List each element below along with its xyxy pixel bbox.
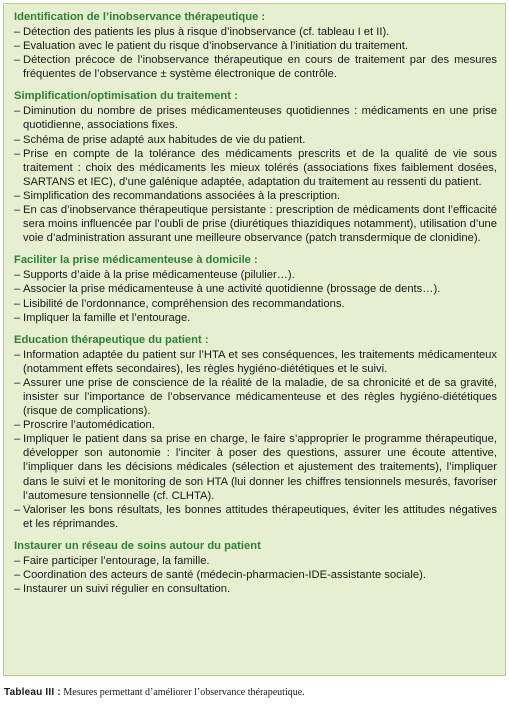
section <box>14 253 497 324</box>
section <box>14 89 497 245</box>
list-item: – Associer la prise médicamenteuse à une activité quotidienne (brossage de dents…). <box>14 282 497 296</box>
sections-container <box>14 10 497 596</box>
list-item: – Prise en compte de la tolérance des médicaments prescrits et de la qualité de vie sous traitement : choix des médicaments les mieux tolérés (associations fixes faiblement dosées, SARTANS et IEC), d’une galénique adaptée, adaptation du traitement au ressenti du patient. <box>14 147 497 189</box>
table-caption <box>4 686 305 700</box>
section <box>14 10 497 81</box>
list-item: – Assurer une prise de conscience de la réalité de la maladie, de sa chronicité et de sa gravité, insister sur l’importance de l’observance médicamenteuse et des règles hygiéno-diététiques (risque de complications). <box>14 376 497 418</box>
list-item: – Information adaptée du patient sur l’HTA et ses conséquences, les traitements médicamenteux (notamment effets secondaires), les règles hygiéno-diététiques et le suivi. <box>14 348 497 376</box>
list-item: – Impliquer le patient dans sa prise en charge, le faire s’approprier le programme thérapeutique, développer son autonomie : l’inciter à poser des questions, assurer une écoute attentive, l’impliquer dans les décisions médicales (sélection et ajustement des traitements), l’impliquer dans le suivi et le monitoring de son HTA (lui donner les chiffres tensionnels mesurés, favoriser l’automesure tensionnelle (cf. CLHTA). <box>14 432 497 502</box>
list-item: – Schéma de prise adapté aux habitudes de vie du patient. <box>14 133 497 147</box>
list-item: – Valoriser les bons résultats, les bonnes attitudes thérapeutiques, éviter les attitudes négatives et les réprimandes. <box>14 503 497 531</box>
list-item: – Impliquer la famille et l’entourage. <box>14 311 497 325</box>
section <box>14 333 497 531</box>
list-item: – Diminution du nombre de prises médicamenteuses quotidiennes : médicaments en une prise quotidienne, associations fixes. <box>14 104 497 132</box>
caption-label: Tableau III : <box>4 687 61 698</box>
section-title: Identification de l’inobservance thérapeutique : <box>14 11 266 23</box>
section-title: Education thérapeutique du patient : <box>14 333 209 346</box>
section-item-list <box>14 348 497 531</box>
list-item: – Supports d’aide à la prise médicamenteuse (pilulier…). <box>14 268 497 282</box>
list-item: – Faire participer l’entourage, la famille. <box>14 554 497 568</box>
section <box>14 539 497 596</box>
list-item: – Evaluation avec le patient du risque d’inobservance à l’initiation du traitement. <box>14 39 497 53</box>
section-item-list <box>14 104 497 245</box>
list-item: – Proscrire l’automédication. <box>14 418 497 432</box>
section-title: Faciliter la prise médicamenteuse à domicile : <box>14 254 258 267</box>
list-item: – Lisibilité de l’ordonnance, compréhension des recommandations. <box>14 297 497 311</box>
list-item: – Détection précoce de l’inobservance thérapeutique en cours de traitement par des mesures fréquentes de l’observance ± système électronique de contrôle. <box>14 53 497 81</box>
list-item: – En cas d’inobservance thérapeutique persistante : prescription de médicaments dont l’efficacité sera moins influencée par l’oubli de prise (diurétiques thiazidiques notamment), utilisation d’une voie d’administration assurant une meilleure observance (patch transdermique de clonidine). <box>14 203 497 245</box>
section-title: Simplification/optimisation du traitement : <box>14 90 238 103</box>
list-item: – Détection des patients les plus à risque d’inobservance (cf. tableau I et II). <box>14 25 497 39</box>
section-item-list <box>14 25 497 81</box>
list-item: – Instaurer un suivi régulier en consultation. <box>14 582 497 596</box>
caption-text: Mesures permettant d’améliorer l’observance thérapeutique. <box>63 687 305 698</box>
section-item-list <box>14 268 497 324</box>
observance-table-box <box>3 3 506 676</box>
list-item: – Simplification des recommandations associées à la prescription. <box>14 189 497 203</box>
list-item: – Coordination des acteurs de santé (médecin-pharmacien-IDE-assistante sociale). <box>14 568 497 582</box>
section-item-list <box>14 554 497 596</box>
section-title: Instaurer un réseau de soins autour du patient <box>14 539 261 552</box>
